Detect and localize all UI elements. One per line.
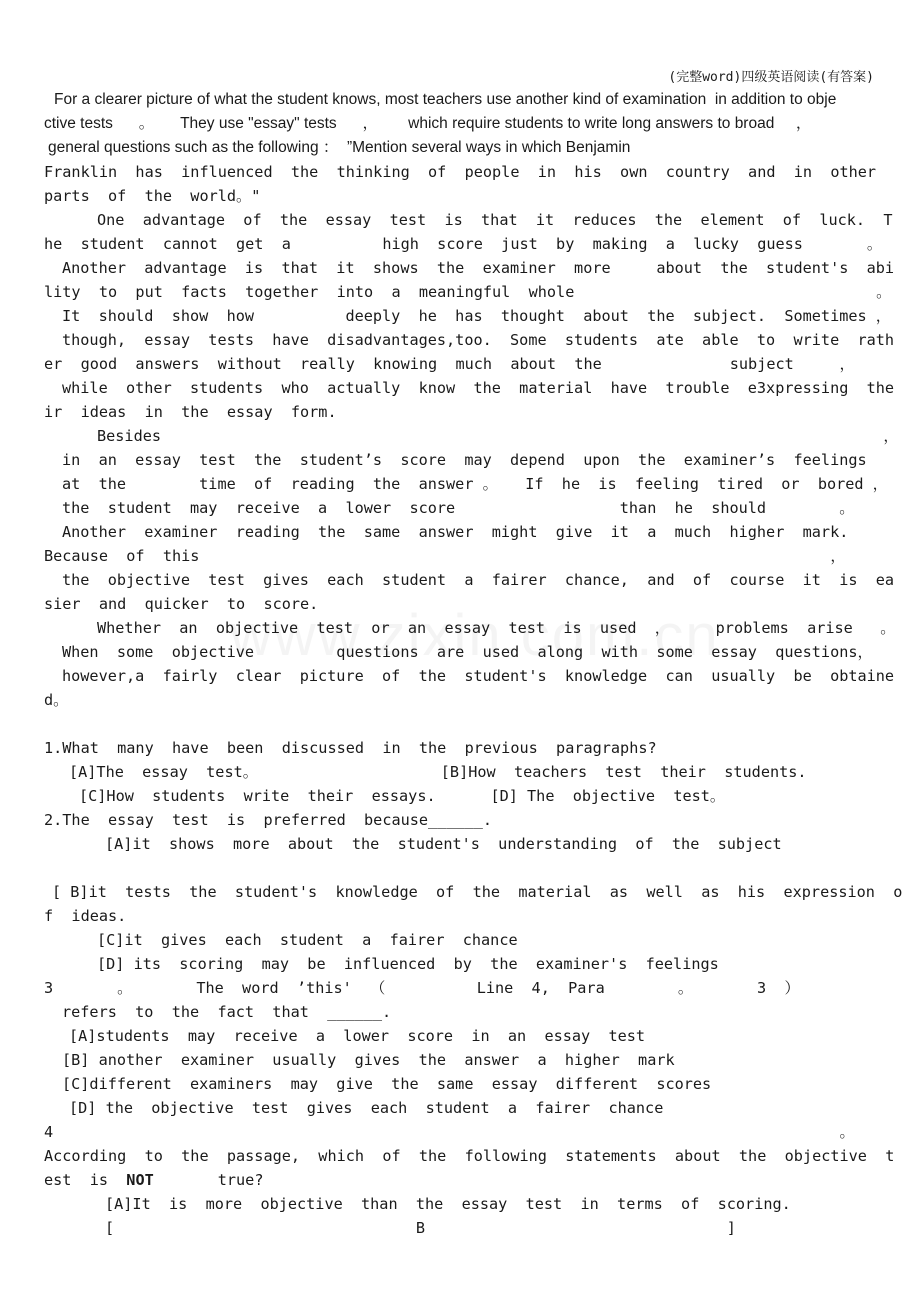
question-3-option-d: [D] the objective test gives each student a fairer chance (69, 1099, 664, 1117)
question-2: 2.The essay test is preferred because______. (44, 811, 493, 829)
passage-line: Franklin has influenced the thinking of people in his own country and in other (44, 163, 877, 181)
question-1-options-cd: [C]How students write their essays. [D] The objective test。 (79, 787, 726, 805)
passage-line: lity to put facts together into a meaningful whole 。 (44, 283, 892, 301)
passage-line: For a clearer picture of what the student knows, most teachers use another kind of examination in addition to obje (54, 91, 837, 108)
question-3-option-a: [A]students may receive a lower score in an essay test (69, 1027, 646, 1045)
question-1: 1.What many have been discussed in the previous paragraphs? (44, 739, 657, 757)
not-emphasis: NOT (126, 1171, 154, 1189)
passage-line: he student cannot get a high score just by making a lucky guess 。 (44, 235, 883, 253)
passage-line: in an essay test the student’s score may depend upon the examiner’s feelings (62, 451, 867, 469)
question-4-end: true? (217, 1171, 264, 1189)
question-1-options-ab: [A]The essay test。 [B]How teachers test their students. (69, 763, 807, 781)
passage-line: Another advantage is that it shows the examiner more about the student's abi (62, 259, 895, 277)
question-4-option-a: [A]It is more objective than the essay test in terms of scoring. (105, 1195, 791, 1213)
passage-line: however,a fairly clear picture of the student's knowledge can usually be obtaine (62, 667, 895, 685)
passage-line: Besides ， (97, 427, 899, 445)
question-4-option-b: [ B ] (105, 1219, 736, 1237)
question-2-option-b-cont: f ideas. (44, 907, 127, 925)
passage-line: sier and quicker to score. (44, 595, 319, 613)
passage-line: at the time of reading the answer 。 If he is feeling tired or bored ， (62, 475, 888, 493)
passage-line: d。 (44, 691, 69, 709)
question-3-cont: refers to the fact that ______. (62, 1003, 392, 1021)
passage-line: though, essay tests have disadvantages,too. Some students ate able to write rath (62, 331, 895, 349)
question-4-prefix: est is (44, 1171, 127, 1189)
question-4-number: 4 。 (44, 1123, 855, 1141)
passage-line: One advantage of the essay test is that it reduces the element of luck. T (97, 211, 893, 229)
question-2-option-b: [ B]it tests the student's knowledge of the material as well as his expression o (52, 883, 903, 901)
passage-line: er good answers without really knowing much about the subject ， (44, 355, 855, 373)
question-2-option-a: [A]it shows more about the student's understanding of the subject (105, 835, 782, 853)
passage-line: Because of this ， (44, 547, 846, 565)
question-3: 3 。 The word ’this' （ Line 4, Para 。 3 ） (44, 979, 800, 997)
passage-line: ir ideas in the essay form. (44, 403, 337, 421)
passage-line: parts of the world。" (44, 187, 261, 205)
question-3-option-b: [B] another examiner usually gives the answer a higher mark (62, 1051, 675, 1069)
question-3-option-c: [C]different examiners may give the same essay different scores (62, 1075, 712, 1093)
page-header: (完整word)四级英语阅读(有答案) (668, 70, 874, 85)
passage-line: Another examiner reading the same answer might give it a much higher mark. (62, 523, 849, 541)
question-2-option-c: [C]it gives each student a fairer chance (97, 931, 518, 949)
passage-line: It should show how deeply he has thought about the subject. Sometimes ， (62, 307, 891, 325)
passage-line: general questions such as the following ： ”Mention several ways in which Benjamin (48, 139, 631, 156)
passage-line: When some objective questions are used along with some essay questions， (62, 643, 873, 661)
question-4-cont (44, 1169, 920, 1191)
question-4: According to the passage, which of the following statements about the objective t (44, 1147, 895, 1165)
passage-line: the objective test gives each student a fairer chance, and of course it is ea (62, 571, 895, 589)
passage-line: ctive tests 。 They use "essay" tests ， which require students to write long answers to broad ， (44, 115, 812, 132)
question-2-option-d: [D] its scoring may be influenced by the examiner's feelings (97, 955, 719, 973)
passage-line: Whether an objective test or an essay test is used ， problems arise 。 (97, 619, 896, 637)
passage-line: the student may receive a lower score than he should 。 (62, 499, 855, 517)
passage-line: while other students who actually know the material have trouble e3xpressing the (62, 379, 895, 397)
